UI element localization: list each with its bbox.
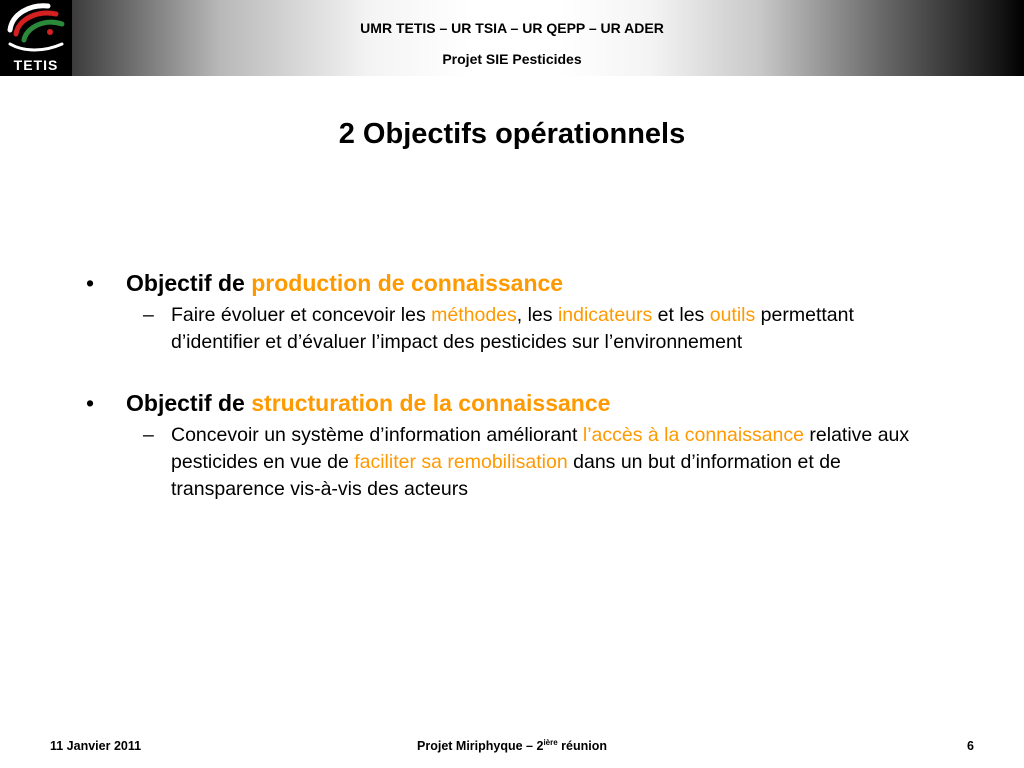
sub-text: Concevoir un système d’information améliorant [171, 424, 583, 446]
slide-content [86, 266, 926, 503]
header-project: Projet SIE Pesticides [442, 51, 582, 67]
sub-highlight: méthodes [431, 304, 517, 326]
sub-text: permettant d’identifier et d’évaluer l’impact des pesticides sur l’environnement [171, 304, 854, 353]
sub-text: et les [652, 304, 710, 326]
footer-meeting [0, 739, 1024, 753]
sub-text: , les [516, 304, 558, 326]
slide-header [0, 0, 1024, 76]
sub-highlight: faciliter sa remobilisation [354, 451, 568, 473]
bullet-highlight: production de connaissance [251, 270, 564, 296]
logo-text: TETIS [13, 57, 59, 73]
bullet-marker: • [86, 270, 95, 296]
bullet-item [86, 386, 926, 503]
sub-text: Faire évoluer et concevoir les [171, 304, 432, 326]
footer-meeting-prefix: Projet Miriphyque – 2 [417, 739, 544, 753]
bullet-prefix: Objectif de [126, 390, 252, 416]
footer-date: 11 Janvier 2011 [50, 739, 142, 753]
bullet-heading [86, 386, 926, 420]
header-organizations: UMR TETIS – UR TSIA – UR QEPP – UR ADER [360, 20, 664, 36]
bullet-prefix: Objectif de [126, 270, 252, 296]
bullet-marker: • [86, 390, 95, 416]
sub-bullet [143, 302, 926, 356]
footer-meeting-suffix: réunion [557, 739, 607, 753]
sub-highlight: l’accès à la connaissance [582, 424, 804, 446]
sub-bullet-marker: – [143, 424, 154, 446]
bullet-heading [86, 266, 926, 300]
bullet-highlight: structuration de la connaissance [251, 390, 611, 416]
sub-text: dans un but d’information et de transparence vis-à-vis des acteurs [171, 451, 841, 500]
footer-meeting-sup: ière [543, 737, 558, 747]
sub-highlight: indicateurs [557, 304, 653, 326]
sub-bullet [143, 422, 926, 503]
slide-title: 2 Objectifs opérationnels [338, 118, 686, 150]
page-number: 6 [967, 739, 974, 753]
sub-bullet-marker: – [143, 304, 154, 326]
bullet-item [86, 266, 926, 356]
sub-highlight: outils [709, 304, 756, 326]
sub-text: relative aux pesticides en vue de [171, 424, 910, 473]
